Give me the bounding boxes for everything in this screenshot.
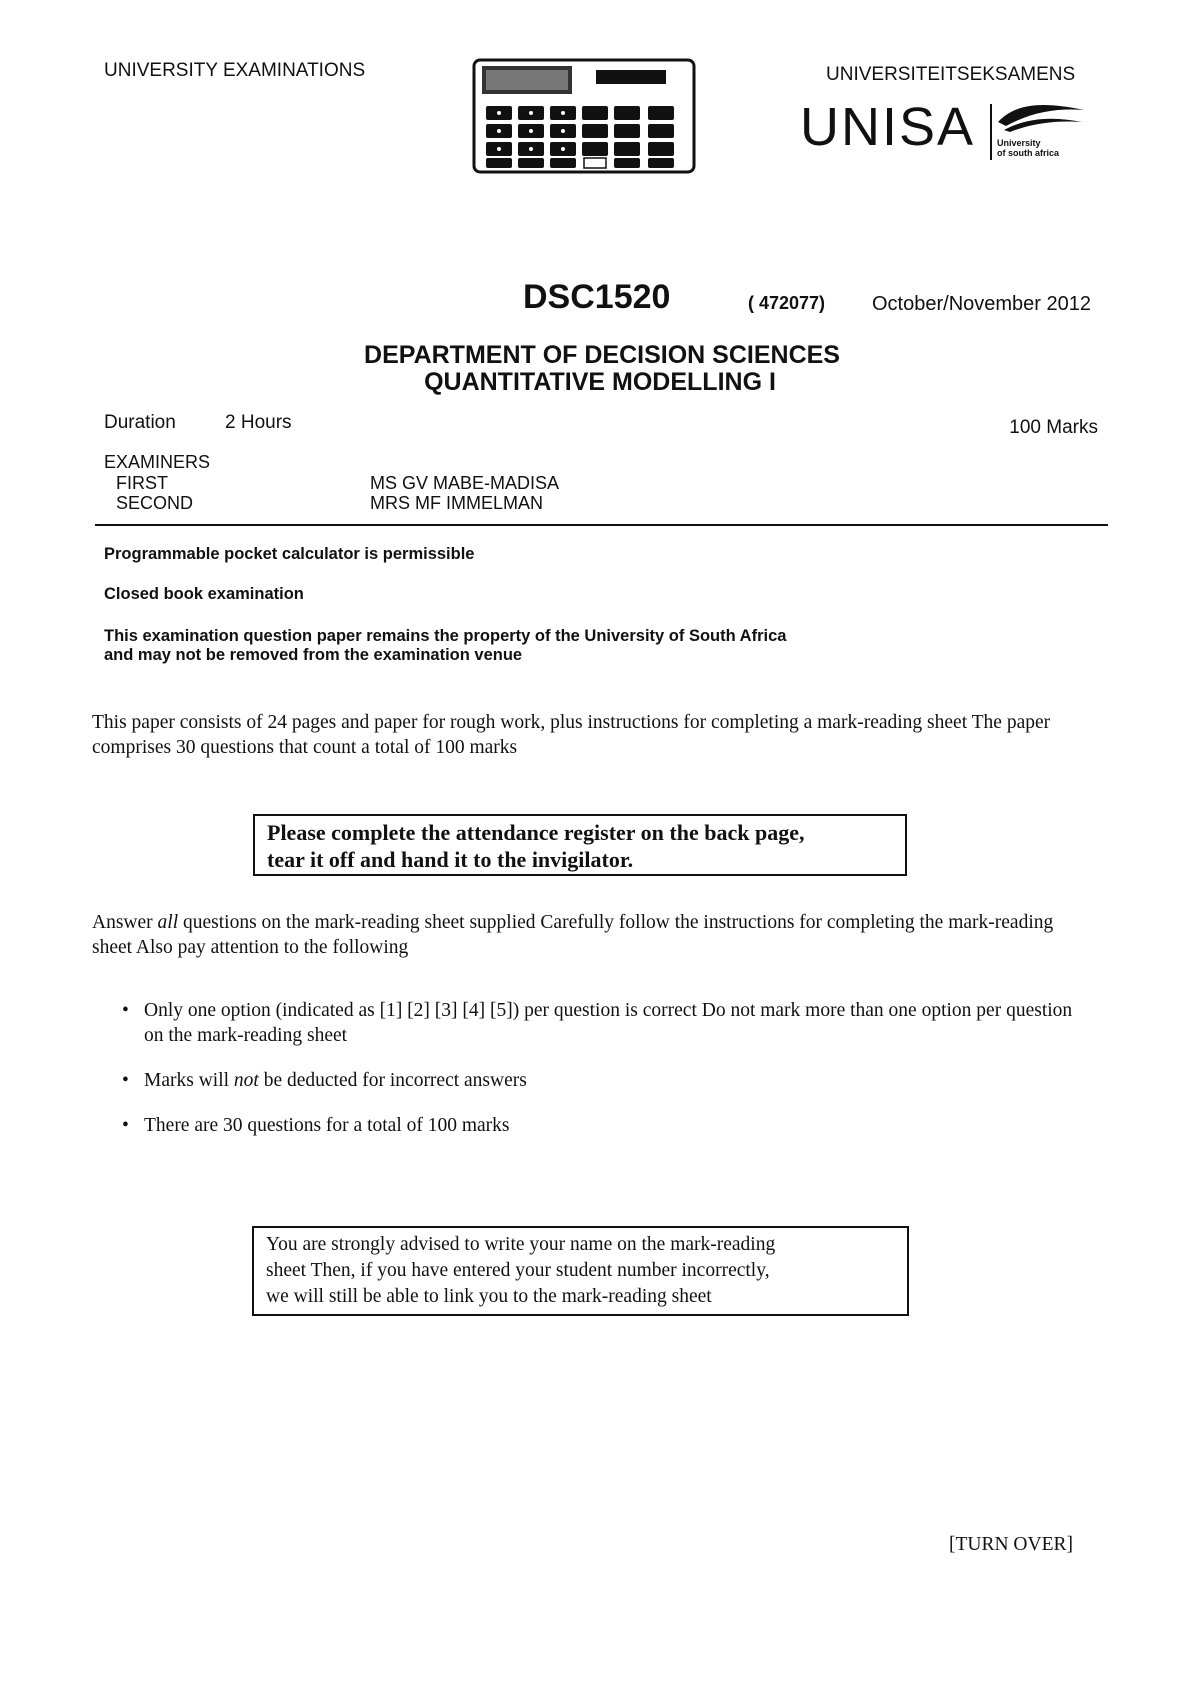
logo-divider xyxy=(990,104,992,160)
examiners-title: EXAMINERS xyxy=(104,452,211,472)
logo-subtitle xyxy=(997,138,1059,158)
name-advice-line2: sheet Then, if you have entered your student number incorrectly, xyxy=(266,1260,770,1281)
bullet-question-count: There are 30 questions for a total of 100 marks xyxy=(144,1115,510,1136)
list-item xyxy=(122,998,1082,1048)
property-notice-line2: and may not be removed from the examination venue xyxy=(104,646,523,664)
bullet2-post: be deducted for incorrect answers xyxy=(258,1070,527,1091)
second-examiner-label: SECOND xyxy=(116,493,194,513)
answer-pre: Answer xyxy=(92,912,158,933)
logo-subtitle-line2: of south africa xyxy=(997,148,1060,158)
logo-swoosh-icon xyxy=(996,100,1086,141)
bullet2-pre: Marks will xyxy=(144,1070,234,1091)
answer-all-emphasis: all xyxy=(157,912,179,933)
total-marks: 100 Marks xyxy=(1009,417,1098,438)
property-notice xyxy=(104,627,1004,665)
list-item xyxy=(122,1113,1082,1138)
department-heading xyxy=(0,342,1200,396)
paper-number: ( 472077) xyxy=(748,293,826,313)
answer-post: questions on the mark-reading sheet supplied Carefully follow the instructions for completing the mark-reading sheet Also pay attention to the following xyxy=(92,912,1054,958)
duration-label: Duration xyxy=(104,412,176,433)
module-code: DSC1520 xyxy=(523,278,671,316)
calculator-icon xyxy=(472,58,696,174)
closed-book-rule: Closed book examination xyxy=(104,585,304,603)
name-advice-box xyxy=(252,1226,909,1316)
bullet-one-option: Only one option (indicated as [1] [2] [3] [4] [5]) per question is correct Do not mark more than one option per question on the mark-reading sheet xyxy=(144,1000,1073,1046)
turn-over-label: [TURN OVER] xyxy=(948,1534,1073,1555)
logo-subtitle-line1: University xyxy=(997,138,1041,148)
instruction-list xyxy=(122,998,1082,1158)
unisa-logo: UNISA xyxy=(800,97,976,157)
divider-rule xyxy=(95,524,1108,526)
first-examiner-name: MS GV MABE-MADISA xyxy=(370,473,560,493)
header-left-title: UNIVERSITY EXAMINATIONS xyxy=(104,60,366,81)
list-item xyxy=(122,1068,1082,1093)
bullet2-not-emphasis: not xyxy=(233,1070,259,1091)
duration-value: 2 Hours xyxy=(225,412,292,433)
calculator-rule: Programmable pocket calculator is permissible xyxy=(104,545,475,563)
header-right-title: UNIVERSITEITSEKSAMENS xyxy=(826,64,1076,85)
answer-instructions xyxy=(92,910,1082,960)
attendance-notice-line1: Please complete the attendance register on the back page, xyxy=(267,820,805,845)
first-examiner-label: FIRST xyxy=(116,473,168,493)
name-advice-line3: we will still be able to link you to the mark-reading sheet xyxy=(266,1286,712,1307)
intro-paragraph: This paper consists of 24 pages and paper for rough work, plus instructions for completing a mark-reading sheet The paper comprises 30 questions that count a total of 100 marks xyxy=(92,712,1051,758)
property-notice-line1: This examination question paper remains the property of the University of South Africa xyxy=(104,627,787,645)
second-examiner-name: MRS MF IMMELMAN xyxy=(370,493,543,513)
attendance-notice-line2: tear it off and hand it to the invigilator. xyxy=(267,847,634,872)
name-advice-line1: You are strongly advised to write your name on the mark-reading xyxy=(266,1234,776,1255)
module-name: QUANTITATIVE MODELLING I xyxy=(424,368,776,396)
attendance-notice-box xyxy=(253,814,907,876)
exam-date: October/November 2012 xyxy=(872,293,1092,315)
department-name: DEPARTMENT OF DECISION SCIENCES xyxy=(364,341,840,369)
